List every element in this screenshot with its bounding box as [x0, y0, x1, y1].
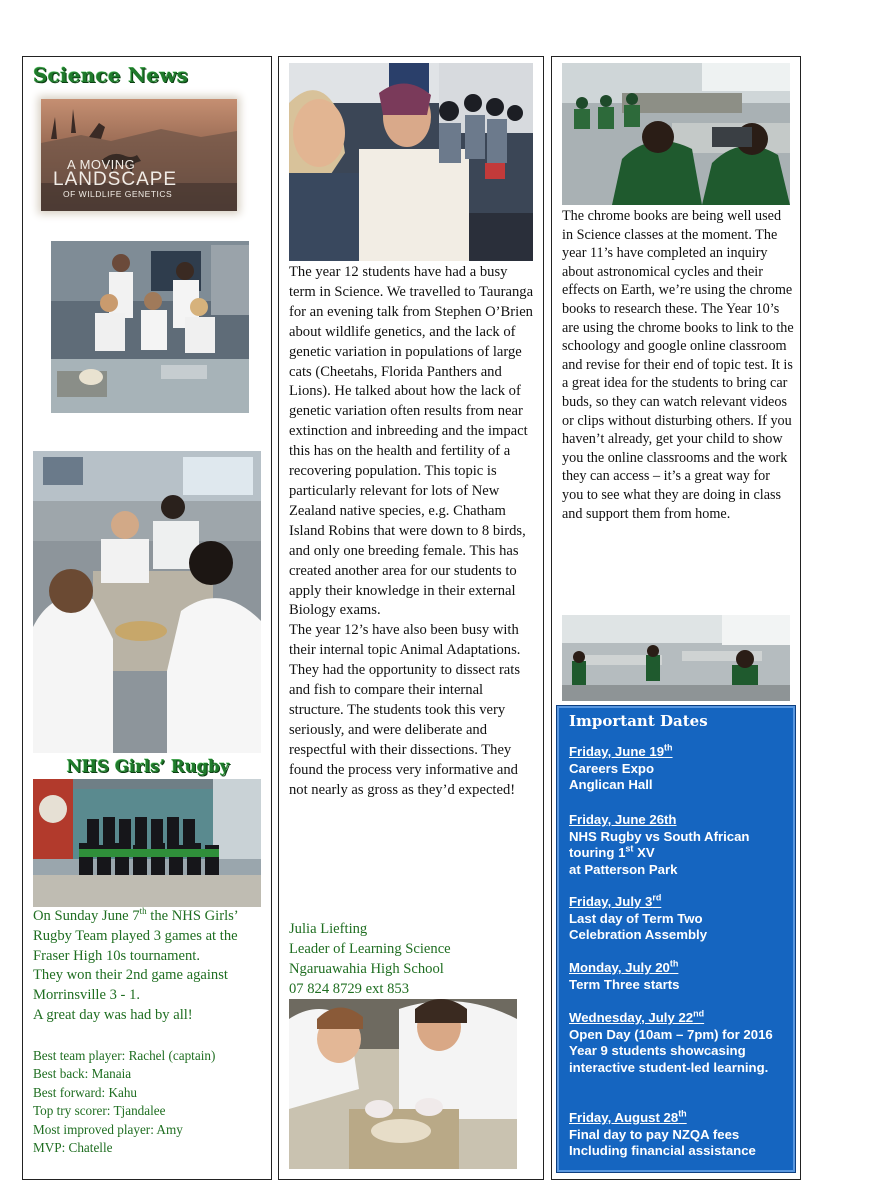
lab-group-photo [51, 241, 249, 413]
rugby-team-photo [33, 779, 261, 907]
date-detail: Careers Expo [569, 760, 655, 776]
year12-article-text [289, 263, 537, 800]
evening-talk-photo [289, 63, 533, 261]
science-news-column [22, 56, 272, 1180]
signature-name: Julia Liefting [289, 921, 368, 937]
date-detail: Last day of Term Two [569, 910, 703, 926]
important-dates-title: Important Dates [569, 712, 708, 730]
banner-line-2: LANDSCAPE [53, 169, 178, 190]
date-entry [569, 812, 791, 878]
date-detail: at Patterson Park [569, 861, 678, 877]
girls-rugby-title: NHS Girls’ Rugby [66, 757, 230, 776]
date-entry [569, 894, 791, 944]
rugby-p1-end: the NHS Girls’ Rugby Team played 3 games at the Fraser High 10s tournament. [33, 908, 238, 964]
signature-phone: 07 824 8729 ext 853 [289, 981, 409, 997]
rugby-paragraph-3: A great day was had by all! [33, 1006, 193, 1023]
award-item: Best back: Manaia [33, 1066, 132, 1082]
award-item: Top try scorer: Tjandalee [33, 1103, 166, 1119]
rugby-report-text [33, 907, 269, 1026]
award-item: Best forward: Kahu [33, 1084, 138, 1100]
date-detail: Including financial assistance [569, 1143, 756, 1159]
rugby-paragraph-1 [33, 907, 269, 966]
date-detail: Anglican Hall [569, 777, 653, 793]
signature-school: Ngaruawahia High School [289, 961, 444, 977]
rugby-paragraph-2: They won their 2nd game against Morrinsville 3 - 1. [33, 967, 228, 1004]
classroom-tables-photo [562, 615, 790, 701]
wildlife-genetics-banner [41, 99, 237, 211]
date-heading: Friday, June 26th [569, 812, 677, 827]
chromebooks-article-text: The chrome books are being well used in Science classes at the moment. The year 11’s have completed an inquiry about astronomical cycles and their effects on Earth, we’re using the chrome books to research these. The Year 10’s are using the chrome books to link to the schoology and google online classroom and revise for their end of topic test. It is a great idea for the students to bring car buds, so they can watch relevant videos or clips without disturbing others. If you haven’t already, get your child to show you the online classrooms and the work they can access – it’s a great way for you to see what they are doing in class and support them from home. [562, 208, 794, 522]
date-detail: Final day to pay NZQA fees [569, 1126, 740, 1142]
date-detail: Term Three starts [569, 976, 680, 992]
date-entry [569, 1010, 791, 1076]
date-detail: Open Day (10am – 7pm) for 2016 Year 9 students showcasing interactive student-led learning. [569, 1026, 773, 1075]
chromebooks-class-photo [562, 63, 790, 205]
date-entry [569, 960, 791, 993]
dissection-lab-photo [33, 451, 261, 753]
important-dates-box [556, 705, 796, 1173]
date-entry [569, 1110, 791, 1160]
chromebooks-column [551, 56, 801, 1180]
date-entry [569, 744, 791, 794]
date-heading: Friday, August 28th [569, 1108, 687, 1125]
award-item: Most improved player: Amy [33, 1121, 183, 1137]
year12-paragraph-1: The year 12 students have had a busy term in Science. We travelled to Tauranga for an evening talk from Stephen O’Brien about wildlife genetics, and the lack of genetic variation in populations of large cats (Cheetahs, Florida Panthers and Lions). He talked about how the lack of genetic variation often results from near extinction and inbreeding and the impact this has on the health and fertility of a recovering population. This topic is particularly relevant for lots of New Zealand native species, e.g. Chatham Island Robins that were down to 8 birds, and only one breeding female. This has created another area for our students to apply their knowledge in their external Biology exams. [289, 264, 534, 619]
signature-role: Leader of Learning Science [289, 941, 451, 957]
date-heading: Monday, July 20th [569, 958, 679, 975]
rugby-p1-sup: th [139, 906, 147, 917]
date-detail: Celebration Assembly [569, 927, 708, 943]
year12-paragraph-2: The year 12’s have also been busy with their internal topic Animal Adaptations. They had the opportunity to dissect rats and fish to compare their internal structure. The students took this very seriously, and were deliberate and respectful with their dissections. They found the process very informative and not nearly as gross as they’d expected! [289, 622, 521, 798]
date-heading: Friday, June 19th [569, 742, 673, 759]
year12-science-column [278, 56, 544, 1180]
banner-line-3: OF WILDLIFE GENETICS [63, 189, 173, 199]
award-item: Best team player: Rachel (captain) [33, 1048, 216, 1063]
rugby-p1-start: On Sunday June 7 [33, 908, 140, 924]
rugby-awards-list [33, 1047, 269, 1157]
date-heading: Wednesday, July 22nd [569, 1008, 705, 1025]
article-signature [289, 919, 537, 999]
banner-line-1: A MOVING [67, 157, 136, 172]
award-item: MVP: Chatelle [33, 1140, 113, 1156]
science-news-title: Science News [33, 63, 189, 87]
date-heading: Friday, July 3rd [569, 892, 662, 909]
date-detail: NHS Rugby vs South African touring 1st XV [569, 828, 750, 861]
rat-dissection-photo [289, 999, 517, 1169]
